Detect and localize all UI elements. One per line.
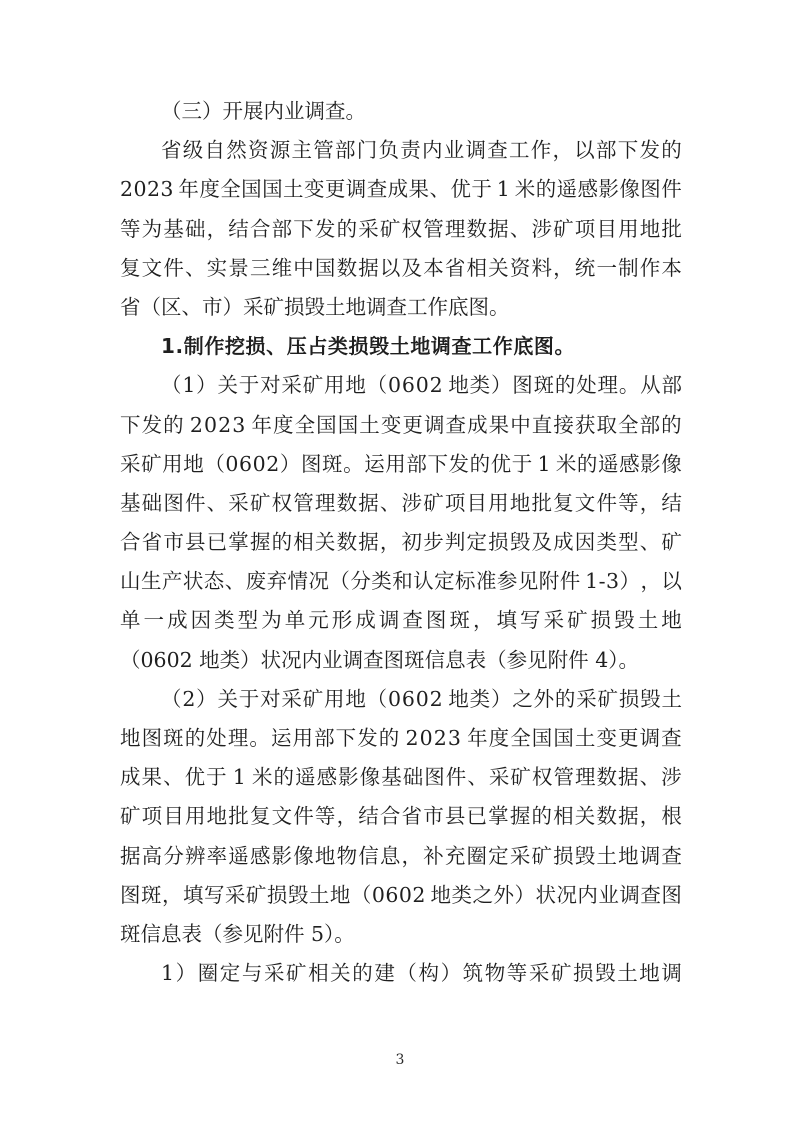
- text-line: 图 斑 ， 填 写 采 矿 损 毁 土 地 （ 0 6 0 2 地 类 之 外 ） 状 况 内 业 调 查 图: [120, 882, 682, 907]
- text-line: 2 0 2 3 年 度 全 国 国 土 变 更 调 查 成 果 、 优 于 1 米 的 遥 感 影 像 图 件: [120, 177, 682, 202]
- document-text-column: [120, 92, 682, 993]
- text-line: 基 础 图 件 、 采 矿 权 管 理 数 据 、 涉 矿 项 目 用 地 批 复 文 件 等 ， 结: [120, 490, 682, 515]
- text-line: 1 ） 圈 定 与 采 矿 相 关 的 建 （ 构 ） 筑 物 等 采 矿 损 毁 土 地 调: [161, 961, 682, 986]
- text-line: 山 生 产 状 态 、 废 弃 情 况 （ 分 类 和 认 定 标 准 参 见 附 件 1 - 3 ） ， 以: [120, 569, 682, 594]
- document-heading: [120, 92, 682, 131]
- text-line: （三）开展内业调查。: [161, 99, 366, 123]
- document-paragraph: [120, 680, 682, 954]
- text-line: 合 省 市 县 已 掌 握 的 相 关 数 据 ， 初 步 判 定 损 毁 及 成 因 类 型 、 矿: [120, 530, 682, 555]
- text-line: 省 级 自 然 资 源 主 管 部 门 负 责 内 业 调 查 工 作 ， 以 部 下 发 的: [161, 138, 682, 163]
- text-line: 矿 项 目 用 地 批 复 文 件 等 ， 结 合 省 市 县 已 掌 握 的 相 关 数 据 ， 根: [120, 804, 682, 829]
- text-line: （0602 地类）状况内业调查图斑信息表（参见附件 4）。: [120, 647, 639, 672]
- text-line: 1.制作挖损、压占类损毁土地调查工作底图。: [161, 334, 576, 359]
- document-heading: [120, 327, 682, 366]
- text-line: 复 文 件 、 实 景 三 维 中 国 数 据 以 及 本 省 相 关 资 料 ， 统 一 制 作 本: [120, 255, 682, 280]
- text-line: 下 发 的 2 0 2 3 年 度 全 国 国 土 变 更 调 查 成 果 中 直 接 获 取 全 部 的: [120, 412, 682, 437]
- text-line: 采 矿 用 地 （ 0 6 0 2 ） 图 斑 。 运 用 部 下 发 的 优 于 1 米 的 遥 感 影 像: [120, 451, 682, 476]
- text-line: 省（区、市）采矿损毁土地调查工作底图。: [120, 294, 510, 319]
- page-number: 3: [395, 1052, 405, 1068]
- text-line: （ 2 ） 关 于 对 采 矿 用 地 （ 0 6 0 2 地 类 ） 之 外 的 采 矿 损 毁 土: [161, 686, 682, 711]
- text-line: 据 高 分 辨 率 遥 感 影 像 地 物 信 息 ， 补 充 圈 定 采 矿 损 毁 土 地 调 查: [120, 843, 682, 868]
- text-line: 成 果 、 优 于 1 米 的 遥 感 影 像 基 础 图 件 、 采 矿 权 管 理 数 据 、 涉: [120, 765, 682, 790]
- document-paragraph: [120, 131, 682, 327]
- text-line: 等 为 基 础 ， 结 合 部 下 发 的 采 矿 权 管 理 数 据 、 涉 矿 项 目 用 地 批: [120, 216, 682, 241]
- text-line: 斑信息表（参见附件 5）。: [120, 921, 355, 946]
- text-line: （ 1 ） 关 于 对 采 矿 用 地 （ 0 6 0 2 地 类 ） 图 斑 的 处 理 。 从 部: [161, 373, 682, 398]
- text-line: 地 图 斑 的 处 理 。 运 用 部 下 发 的 2 0 2 3 年 度 全 国 国 土 变 更 调 查: [120, 726, 682, 750]
- text-line: 单 一 成 因 类 型 为 单 元 形 成 调 查 图 斑 ， 填 写 采 矿 损 毁 土 地: [120, 608, 682, 633]
- document-paragraph: [120, 366, 682, 680]
- document-paragraph: [120, 954, 682, 993]
